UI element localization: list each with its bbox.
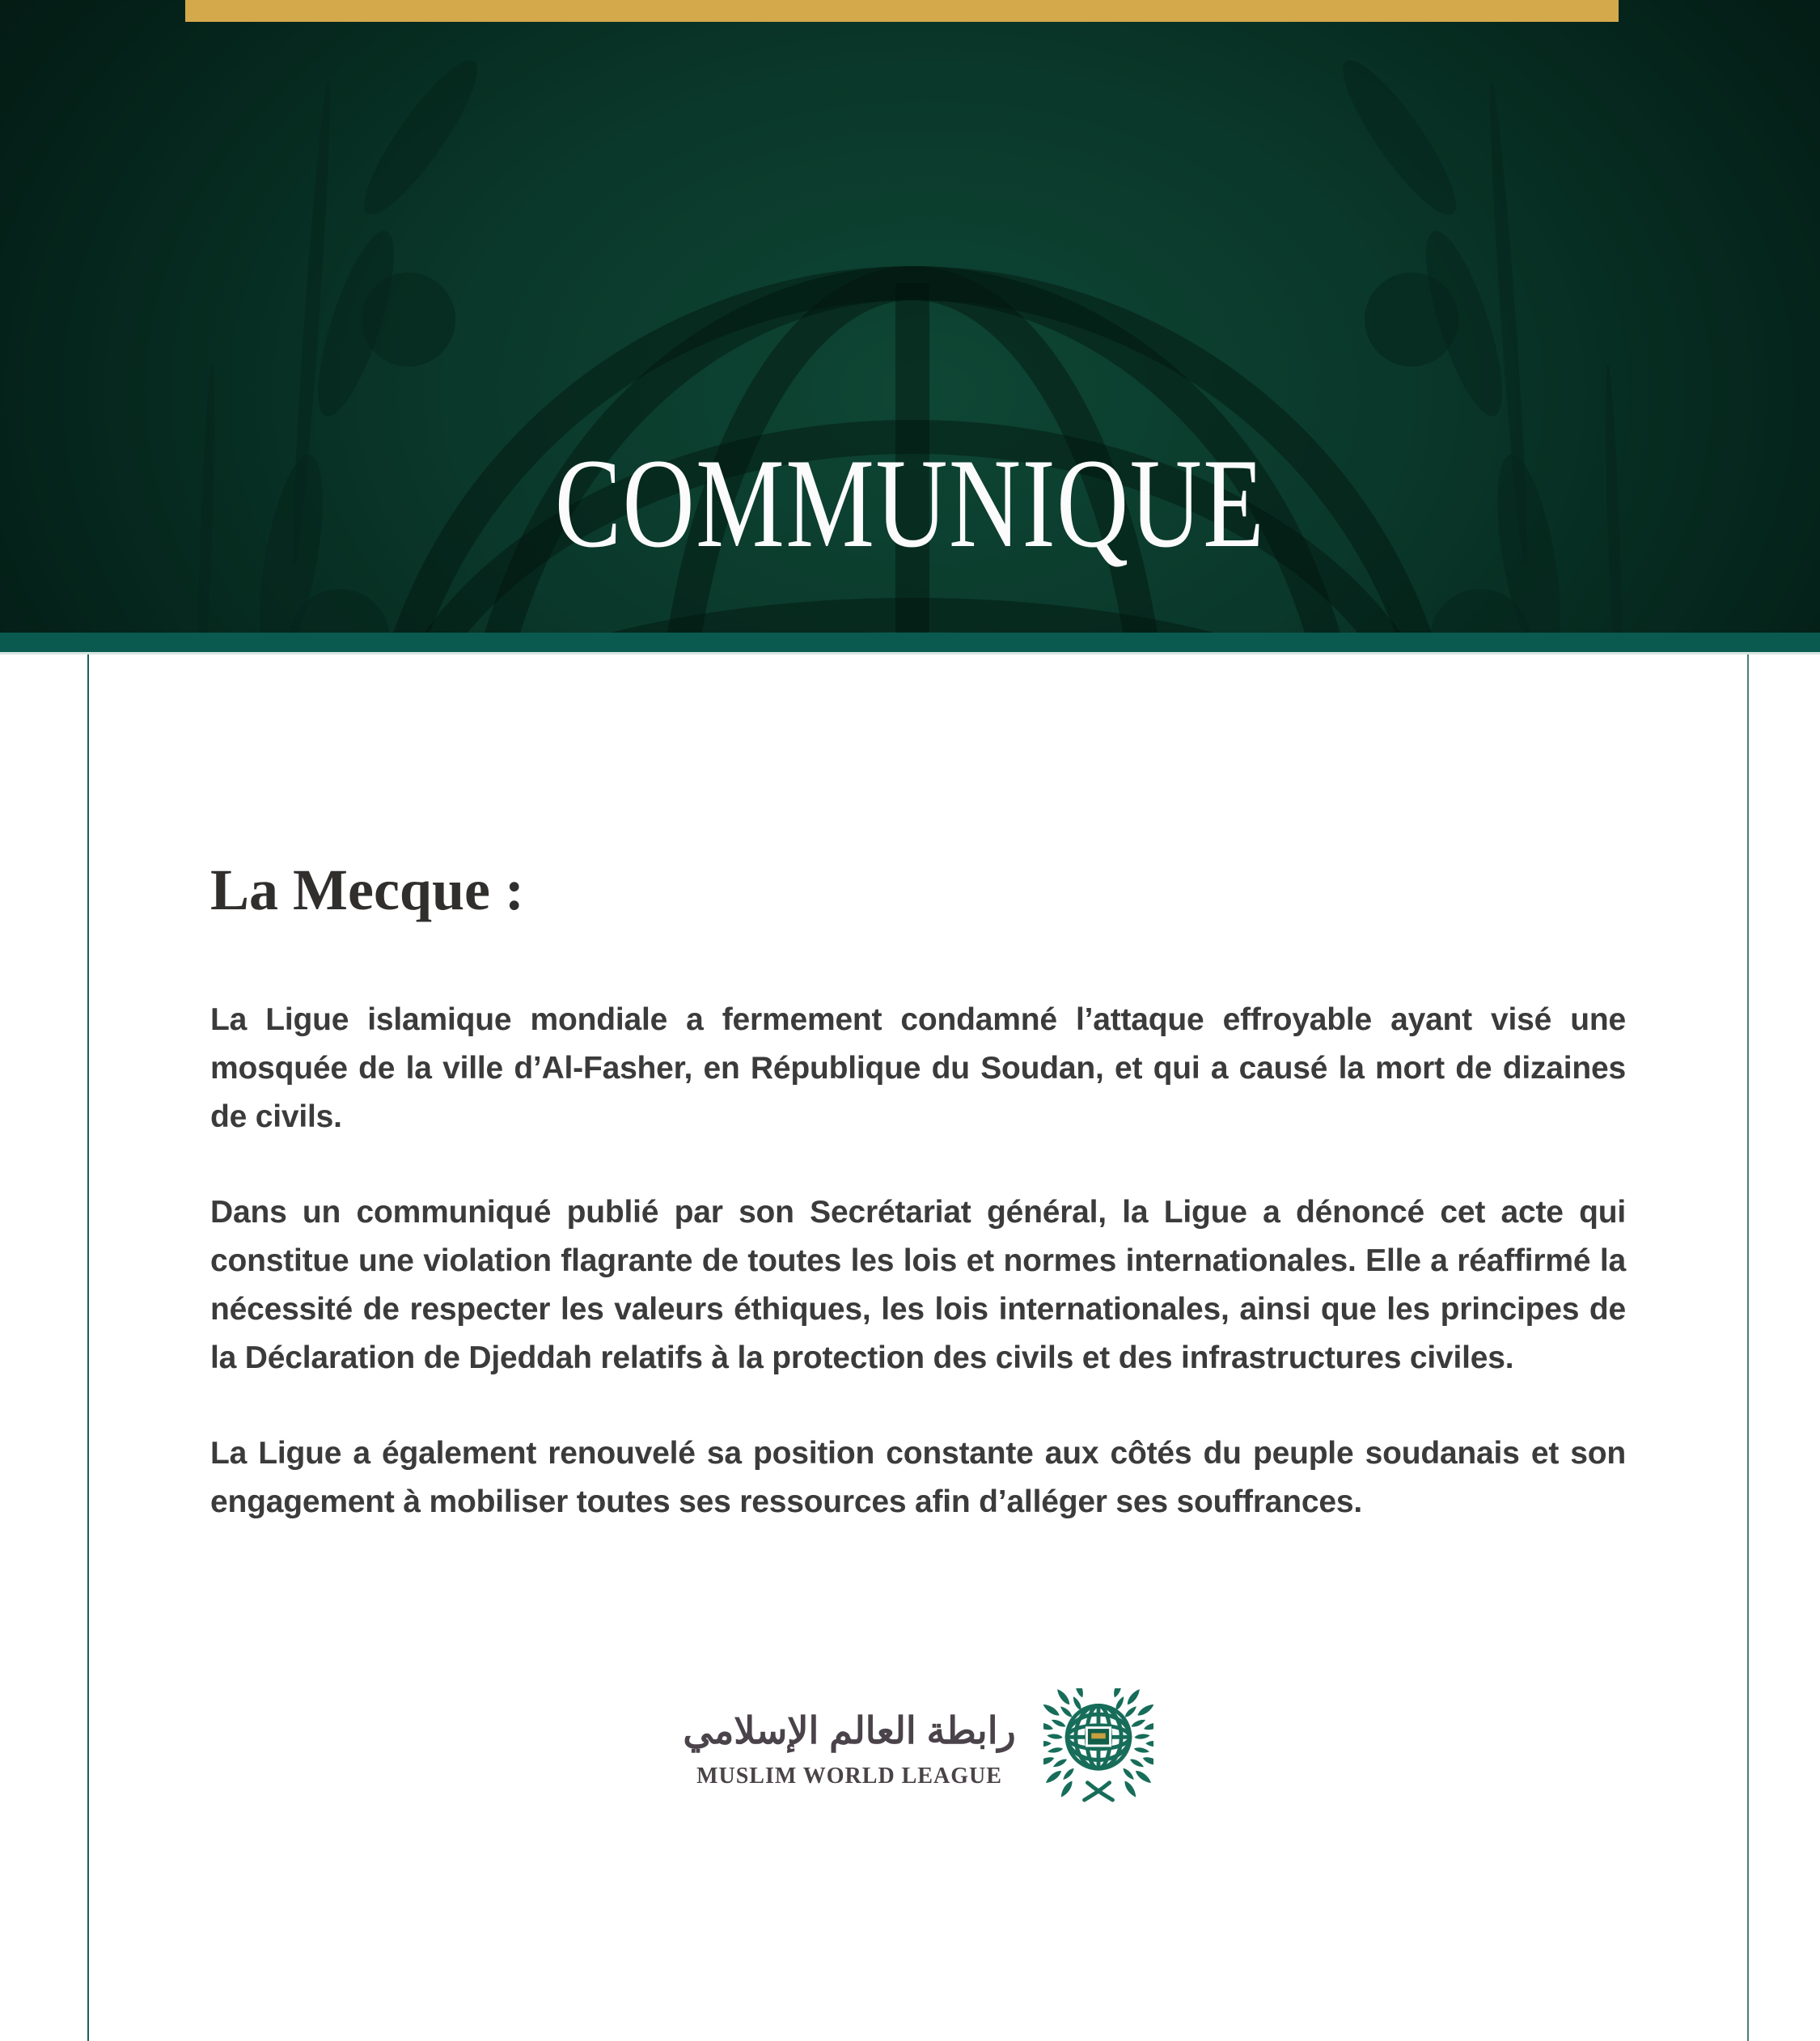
- mwl-logo-text: [683, 1703, 1015, 1789]
- gold-accent-bar: [185, 0, 1619, 22]
- content-panel: [87, 654, 1749, 2041]
- page-title-text: COMMUNIQUE: [554, 433, 1266, 574]
- dateline-heading: La Mecque :: [210, 857, 524, 922]
- mwl-english-name: MUSLIM WORLD LEAGUE: [696, 1763, 1002, 1789]
- paragraph-2: Dans un communiqué publié par son Secrétariat général, la Ligue a dénoncé cet acte qui constitue une violation flagrante de toutes les lois et normes internationales. Elle a réaffirmé la nécessité de respecter les valeurs éthiques, les lois internationales, ainsi que les principes de la Déclaration de Djeddah relatifs à la protection des civils et des infrastructures civiles.: [210, 1195, 1626, 1375]
- mwl-globe-wreath-emblem-icon: [1043, 1688, 1153, 1803]
- mwl-logo: [210, 1688, 1626, 1803]
- mwl-arabic-name: رابطة العالم الإسلامي: [683, 1709, 1016, 1751]
- communique-body: [89, 855, 1747, 1803]
- page-title: [0, 433, 1820, 574]
- paragraph-3: La Ligue a également renouvelé sa position constante aux côtés du peuple soudanais et son engagement à mobiliser toutes ses ressources afin d’alléger ses souffrances.: [210, 1436, 1626, 1519]
- paragraph-1: La Ligue islamique mondiale a fermement condamné l’attaque effroyable ayant visé une mosquée de la ville d’Al-Fasher, en République du Soudan, et qui a causé la mort de dizaines de civils.: [210, 1002, 1626, 1134]
- teal-divider-band: [0, 633, 1820, 654]
- hero-header: [0, 0, 1820, 633]
